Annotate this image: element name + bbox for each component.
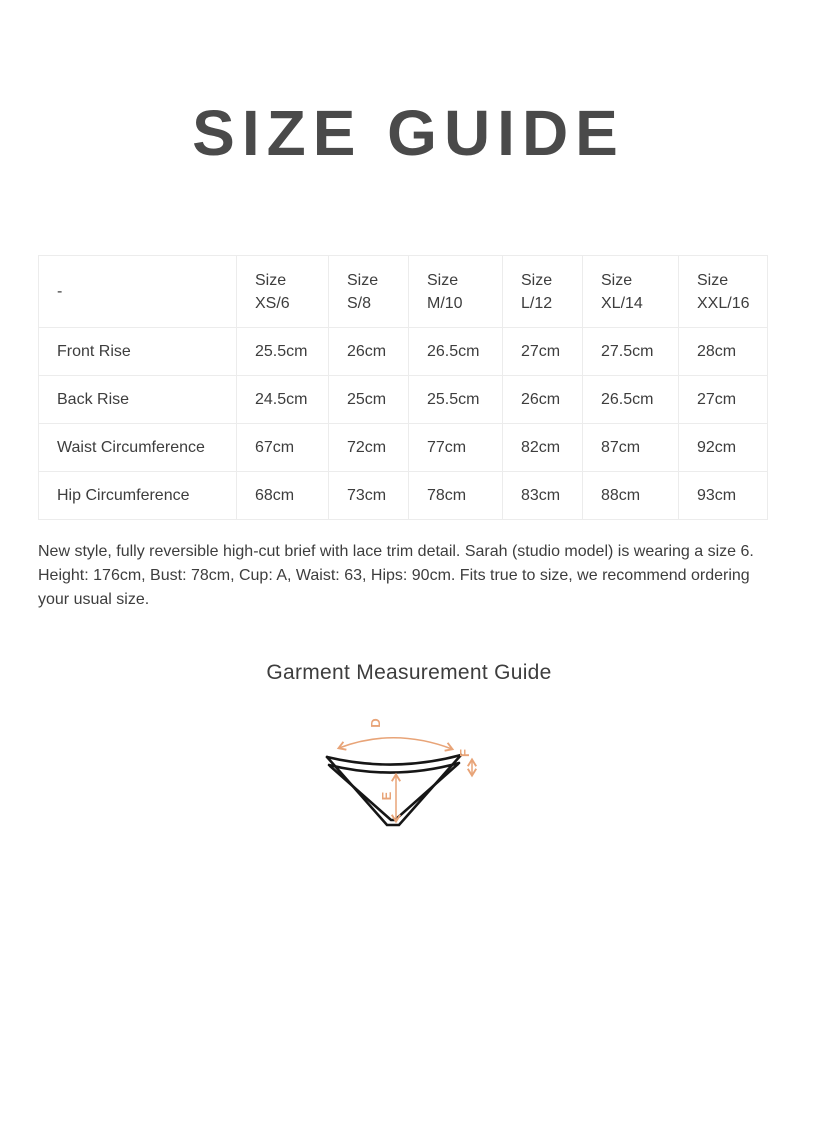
cell-value: 28cm (679, 328, 768, 376)
cell-value: 93cm (679, 472, 768, 520)
cell-value: 24.5cm (237, 376, 329, 424)
size-guide-page (0, 97, 817, 849)
cell-value: 25.5cm (409, 376, 503, 424)
cell-value: 92cm (679, 424, 768, 472)
cell-value: 26cm (329, 328, 409, 376)
size-word: Size (521, 271, 553, 289)
table-header-row (39, 256, 768, 328)
cell-value: 27cm (503, 328, 583, 376)
cell-value: 27cm (679, 376, 768, 424)
cell-value: 78cm (409, 472, 503, 520)
table-row-front-rise (39, 328, 768, 376)
cell-value: 25.5cm (237, 328, 329, 376)
cell-value: 26.5cm (583, 376, 679, 424)
cell-value: 26.5cm (409, 328, 503, 376)
waistband-top-line (327, 755, 461, 765)
cell-value: 73cm (329, 472, 409, 520)
guide-heading: Garment Measurement Guide (266, 661, 552, 685)
row-label: Waist Circumference (39, 424, 237, 472)
row-label: Back Rise (39, 376, 237, 424)
size-code: L/12 (521, 294, 553, 312)
cell-value: 68cm (237, 472, 329, 520)
garment-illustration (314, 711, 504, 849)
table-header-cell-s (329, 256, 409, 328)
size-word: Size (427, 271, 459, 289)
cell-value: 27.5cm (583, 328, 679, 376)
size-code: M/10 (427, 294, 463, 312)
measurement-arrows (339, 738, 472, 821)
table-header-cell-m (409, 256, 503, 328)
table-corner-cell: - (39, 256, 237, 328)
table-row-back-rise (39, 376, 768, 424)
cell-value: 87cm (583, 424, 679, 472)
cell-value: 26cm (503, 376, 583, 424)
measurement-label-d: D (368, 718, 383, 728)
cell-value: 77cm (409, 424, 503, 472)
page-title: SIZE GUIDE (192, 97, 625, 169)
size-code: XL/14 (601, 294, 643, 312)
size-code: XS/6 (255, 294, 290, 312)
table-row-hip (39, 472, 768, 520)
table-header-cell-xxl (679, 256, 768, 328)
table-row-waist (39, 424, 768, 472)
row-label: Front Rise (39, 328, 237, 376)
cell-value: 25cm (329, 376, 409, 424)
row-label: Hip Circumference (39, 472, 237, 520)
size-table (38, 255, 768, 520)
table-header-cell-l (503, 256, 583, 328)
table-header-cell-xl (583, 256, 679, 328)
cell-value: 72cm (329, 424, 409, 472)
size-word: Size (347, 271, 379, 289)
description-text: New style, fully reversible high-cut brief with lace trim detail. Sarah (studio model) is wearing a size 6. Height: 176cm, Bust: 78cm, Cup: A, Waist: 63, Hips: 90cm. Fits true to size, we recommend ordering your usual size. (38, 543, 754, 609)
size-word: Size (255, 271, 287, 289)
content-area (38, 255, 780, 849)
garment-diagram (38, 711, 780, 849)
cell-value: 83cm (503, 472, 583, 520)
cell-value: 88cm (583, 472, 679, 520)
measurement-label-e: E (379, 791, 394, 801)
cell-value: 67cm (237, 424, 329, 472)
size-word: Size (601, 271, 633, 289)
size-code: XXL/16 (697, 294, 750, 312)
cell-value: 82cm (503, 424, 583, 472)
waist-width-arrow (339, 738, 452, 749)
brief-outline (327, 755, 461, 825)
measurement-label-f: F (457, 749, 472, 758)
size-word: Size (697, 271, 729, 289)
table-header-cell-xs (237, 256, 329, 328)
size-code: S/8 (347, 294, 372, 312)
